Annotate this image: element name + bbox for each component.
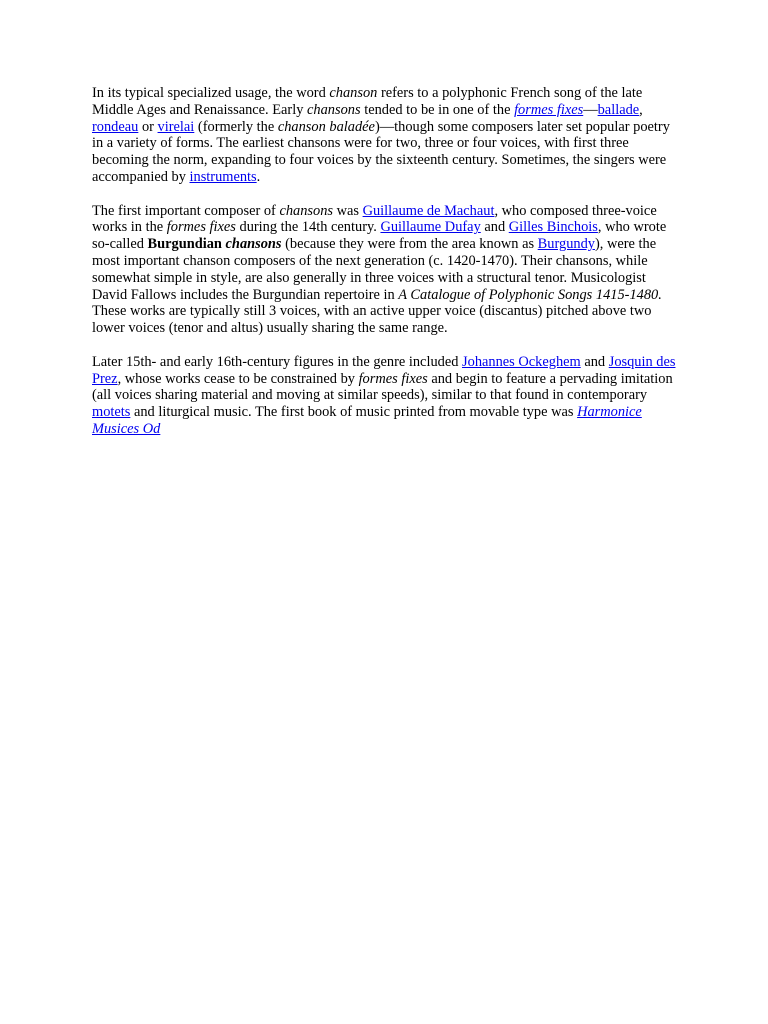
link-guillaume-de-machaut[interactable]: Guillaume de Machaut — [362, 202, 495, 219]
text: . — [256, 168, 261, 185]
text: and begin to feature a pervading imitation (all voices sharing material and moving at similar speeds), similar to that found in contemporary — [92, 370, 673, 404]
bold-term-burgundian: Burgundian — [147, 236, 226, 253]
link-rondeau[interactable]: rondeau — [92, 118, 139, 135]
text: ), were the most important chanson composers of the next generation (c. 1420-1470). Their chansons, while somewhat simple in style, are also generally in three voices with a structural tenor. Musicologist David Fallows includes the Burgundian repertoire in — [92, 236, 657, 303]
text: — — [583, 101, 598, 118]
link-guillaume-dufay[interactable]: Guillaume Dufay — [380, 219, 481, 236]
text: , — [639, 101, 643, 118]
italic-term-chansons: chansons — [307, 101, 361, 118]
italic-term-formes-fixes: formes fixes — [358, 370, 428, 387]
italic-book-title: A Catalogue of Polyphonic Songs 1415-1480. — [398, 286, 662, 303]
paragraph-later-figures — [92, 354, 676, 438]
text: , who wrote so-called — [92, 219, 667, 253]
text: was — [333, 202, 363, 219]
link-formes-fixes[interactable]: formes fixes — [514, 101, 584, 118]
text: and — [480, 219, 509, 236]
link-gilles-binchois[interactable]: Gilles Binchois — [508, 219, 598, 236]
paragraph-early-composers — [92, 203, 676, 337]
paragraph-chanson-definition — [92, 85, 676, 186]
text: or — [138, 118, 158, 135]
text: These works are typically still 3 voices, with an active upper voice (discantus) pitched above two lower voices (tenor and altus) usually sharing the same range. — [92, 303, 652, 337]
italic-term-formes-fixes: formes fixes — [166, 219, 236, 236]
text: In its typical specialized usage, the word — [92, 85, 330, 101]
text: (because they were from the area known as — [281, 236, 538, 253]
text: Later 15th- and early 16th-century figures in the genre included — [92, 353, 463, 370]
text: and — [580, 353, 609, 370]
italic-term-chanson-baladee: chanson baladée — [277, 118, 375, 135]
link-instruments[interactable]: instruments — [189, 168, 257, 185]
link-virelai[interactable]: virelai — [157, 118, 195, 135]
text: , whose works cease to be constrained by — [117, 370, 359, 387]
link-johannes-ockeghem[interactable]: Johannes Ockeghem — [462, 353, 581, 370]
link-ballade[interactable]: ballade — [597, 101, 640, 118]
article-body — [92, 85, 676, 455]
link-motets[interactable]: motets — [92, 404, 131, 421]
link-josquin-des-prez[interactable]: Josquin des Prez — [92, 353, 676, 387]
text: refers to a polyphonic French song of the late Middle Ages and Renaissance. Early — [92, 85, 643, 118]
text: The first important composer of — [92, 202, 280, 219]
bold-italic-term-chansons — [226, 236, 282, 252]
text: )—though some composers later set popular poetry in a variety of forms. The earliest chansons were for two, three or four voices, with first three becoming the norm, expanding to four voices by the sixteenth century. Sometimes, the singers were accompanied by — [92, 118, 670, 185]
text: (formerly the — [194, 118, 278, 135]
italic-term-chansons: chansons — [279, 202, 334, 219]
text: , who composed three-voice works in the — [92, 202, 657, 236]
italic-term-chanson: chanson — [329, 85, 378, 101]
text: and liturgical music. The first book of music printed from movable type was — [130, 404, 578, 421]
link-burgundy[interactable]: Burgundy — [537, 236, 595, 253]
text: during the 14th century. — [235, 219, 381, 236]
text: tended to be in one of the — [360, 101, 515, 118]
link-harmonice-musices-od[interactable]: Harmonice Musices Od — [92, 404, 642, 437]
bold-italic-term-chansons-text: chansons — [225, 236, 282, 253]
